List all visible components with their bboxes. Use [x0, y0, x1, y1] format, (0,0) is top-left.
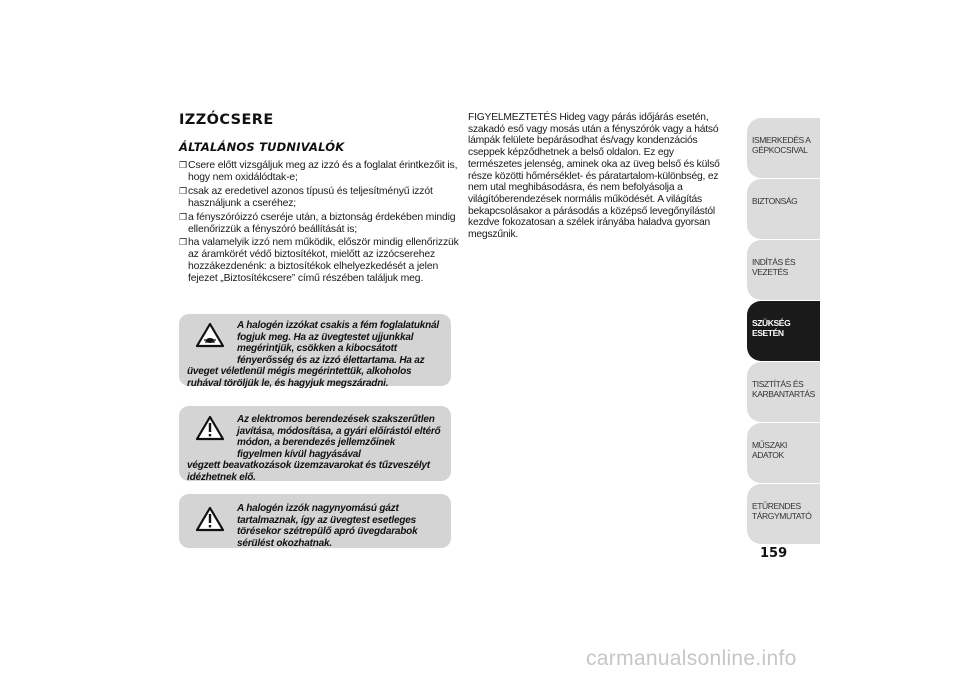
warning-box-halogen-pressure [179, 494, 451, 548]
page-title: IZZÓCSERE [179, 112, 274, 128]
bulb-warning-icon [195, 322, 225, 348]
tab-getting-to-know[interactable]: ISMERKEDÉS A GÉPKOCSIVAL [747, 118, 820, 178]
warning-triangle-icon [195, 506, 225, 532]
condensation-note: FIGYELMEZTETÉS Hideg vagy párás időjárás esetén, szakadó eső vagy mosás után a fényszórók vagy a hátsó lámpák felülete bepárásodhat és/vagy kondenzációs cseppek képződhetnek a belső oldalon. Ez egy természetes jelenség, aminek oka az üveg belső és külső része közötti hőmérséklet- és páratartalom-különbség, ez nem utal meghibásodásra, és nem befolyásolja a világítóberendezések normális működését. A világítás bekapcsolásakor a párásodás a középső levegőnyílástól kezdve fokozatosan a szélek irányába haladva gyorsan megszűnik. [468, 112, 720, 241]
warning-text: A halogén izzókat csakis a fém foglalatuknál fogjuk meg. Ha az üvegtestet ujjunkkal megérintjük, csökken a kibocsátott fényerősség és az izzó élettartama. Ha az [237, 320, 440, 366]
tab-safety[interactable]: BIZTONSÁG [747, 179, 820, 239]
checkbox-bullet-icon: ❒ [179, 160, 187, 170]
watermark: carmanualsonline.info [586, 647, 797, 670]
tab-maintenance[interactable]: TISZTÍTÁS ÉS KARBANTARTÁS [747, 362, 820, 422]
bullet-text: ha valamelyik izzó nem működik, először mindig ellenőrizzük az áramkörét védő biztosítékot, mielőtt az izzócserehez hozzákezdenénk: a biztosítékok elhelyezkedését a jelen fejezet „Biztosítékcsere” című részében találjuk meg. [188, 237, 459, 285]
list-item [179, 237, 469, 285]
list-item [179, 186, 469, 210]
tab-in-emergency[interactable]: SZÜKSÉG ESETÉN [747, 301, 820, 361]
tab-starting-driving[interactable]: INDÍTÁS ÉS VEZETÉS [747, 240, 820, 300]
list-item [179, 212, 469, 236]
checkbox-bullet-icon: ❒ [179, 237, 187, 248]
bullet-text: csak az eredetivel azonos típusú és teljesítményű izzót használjunk a cseréhez; [188, 185, 433, 209]
warning-triangle-icon [195, 415, 225, 441]
warning-text: Az elektromos berendezések szakszerűtlen javítása, módosítása, a gyári előírástól eltérő módon, a berendezés jellemzőinek figyelmen kívül hagyásával [237, 414, 441, 460]
warning-text-continued: végzett beavatkozások üzemzavarokat és tűzveszélyt idézhetnek elő. [187, 460, 430, 483]
list-item [179, 160, 469, 184]
tab-technical-data[interactable]: MŰSZAKI ADATOK [747, 423, 820, 483]
bullet-list [179, 160, 469, 287]
bullet-text: Csere előtt vizsgáljuk meg az izzó és a foglalat érintkezőit is, hogy nem oxidálódtak-e; [188, 160, 458, 183]
bullet-text: a fényszóróizzó cseréje után, a biztonság érdekében mindig ellenőrizzük a fényszóró beállítását is; [188, 211, 456, 235]
tab-index[interactable]: ETŰRENDES TÁRGYMUTATÓ [747, 484, 820, 544]
warning-text: A halogén izzók nagynyomású gázt tartalmaznak, így az üvegtest esetleges törésekor szétrepülő apró üvegdarabok sérülést okozhatnak. [237, 503, 418, 549]
warning-box-electrical [179, 406, 451, 481]
checkbox-bullet-icon: ❒ [179, 211, 187, 222]
warning-text-continued: üveget véletlenül mégis megérintettük, alkoholos ruhával töröljük le, és hagyjuk megszáradni. [187, 366, 412, 389]
warning-box-halogen-handling [179, 314, 451, 389]
section-subtitle: ÁLTALÁNOS TUDNIVALÓK [179, 140, 345, 154]
page-number: 159 [760, 546, 788, 561]
checkbox-bullet-icon: ❒ [179, 185, 187, 196]
